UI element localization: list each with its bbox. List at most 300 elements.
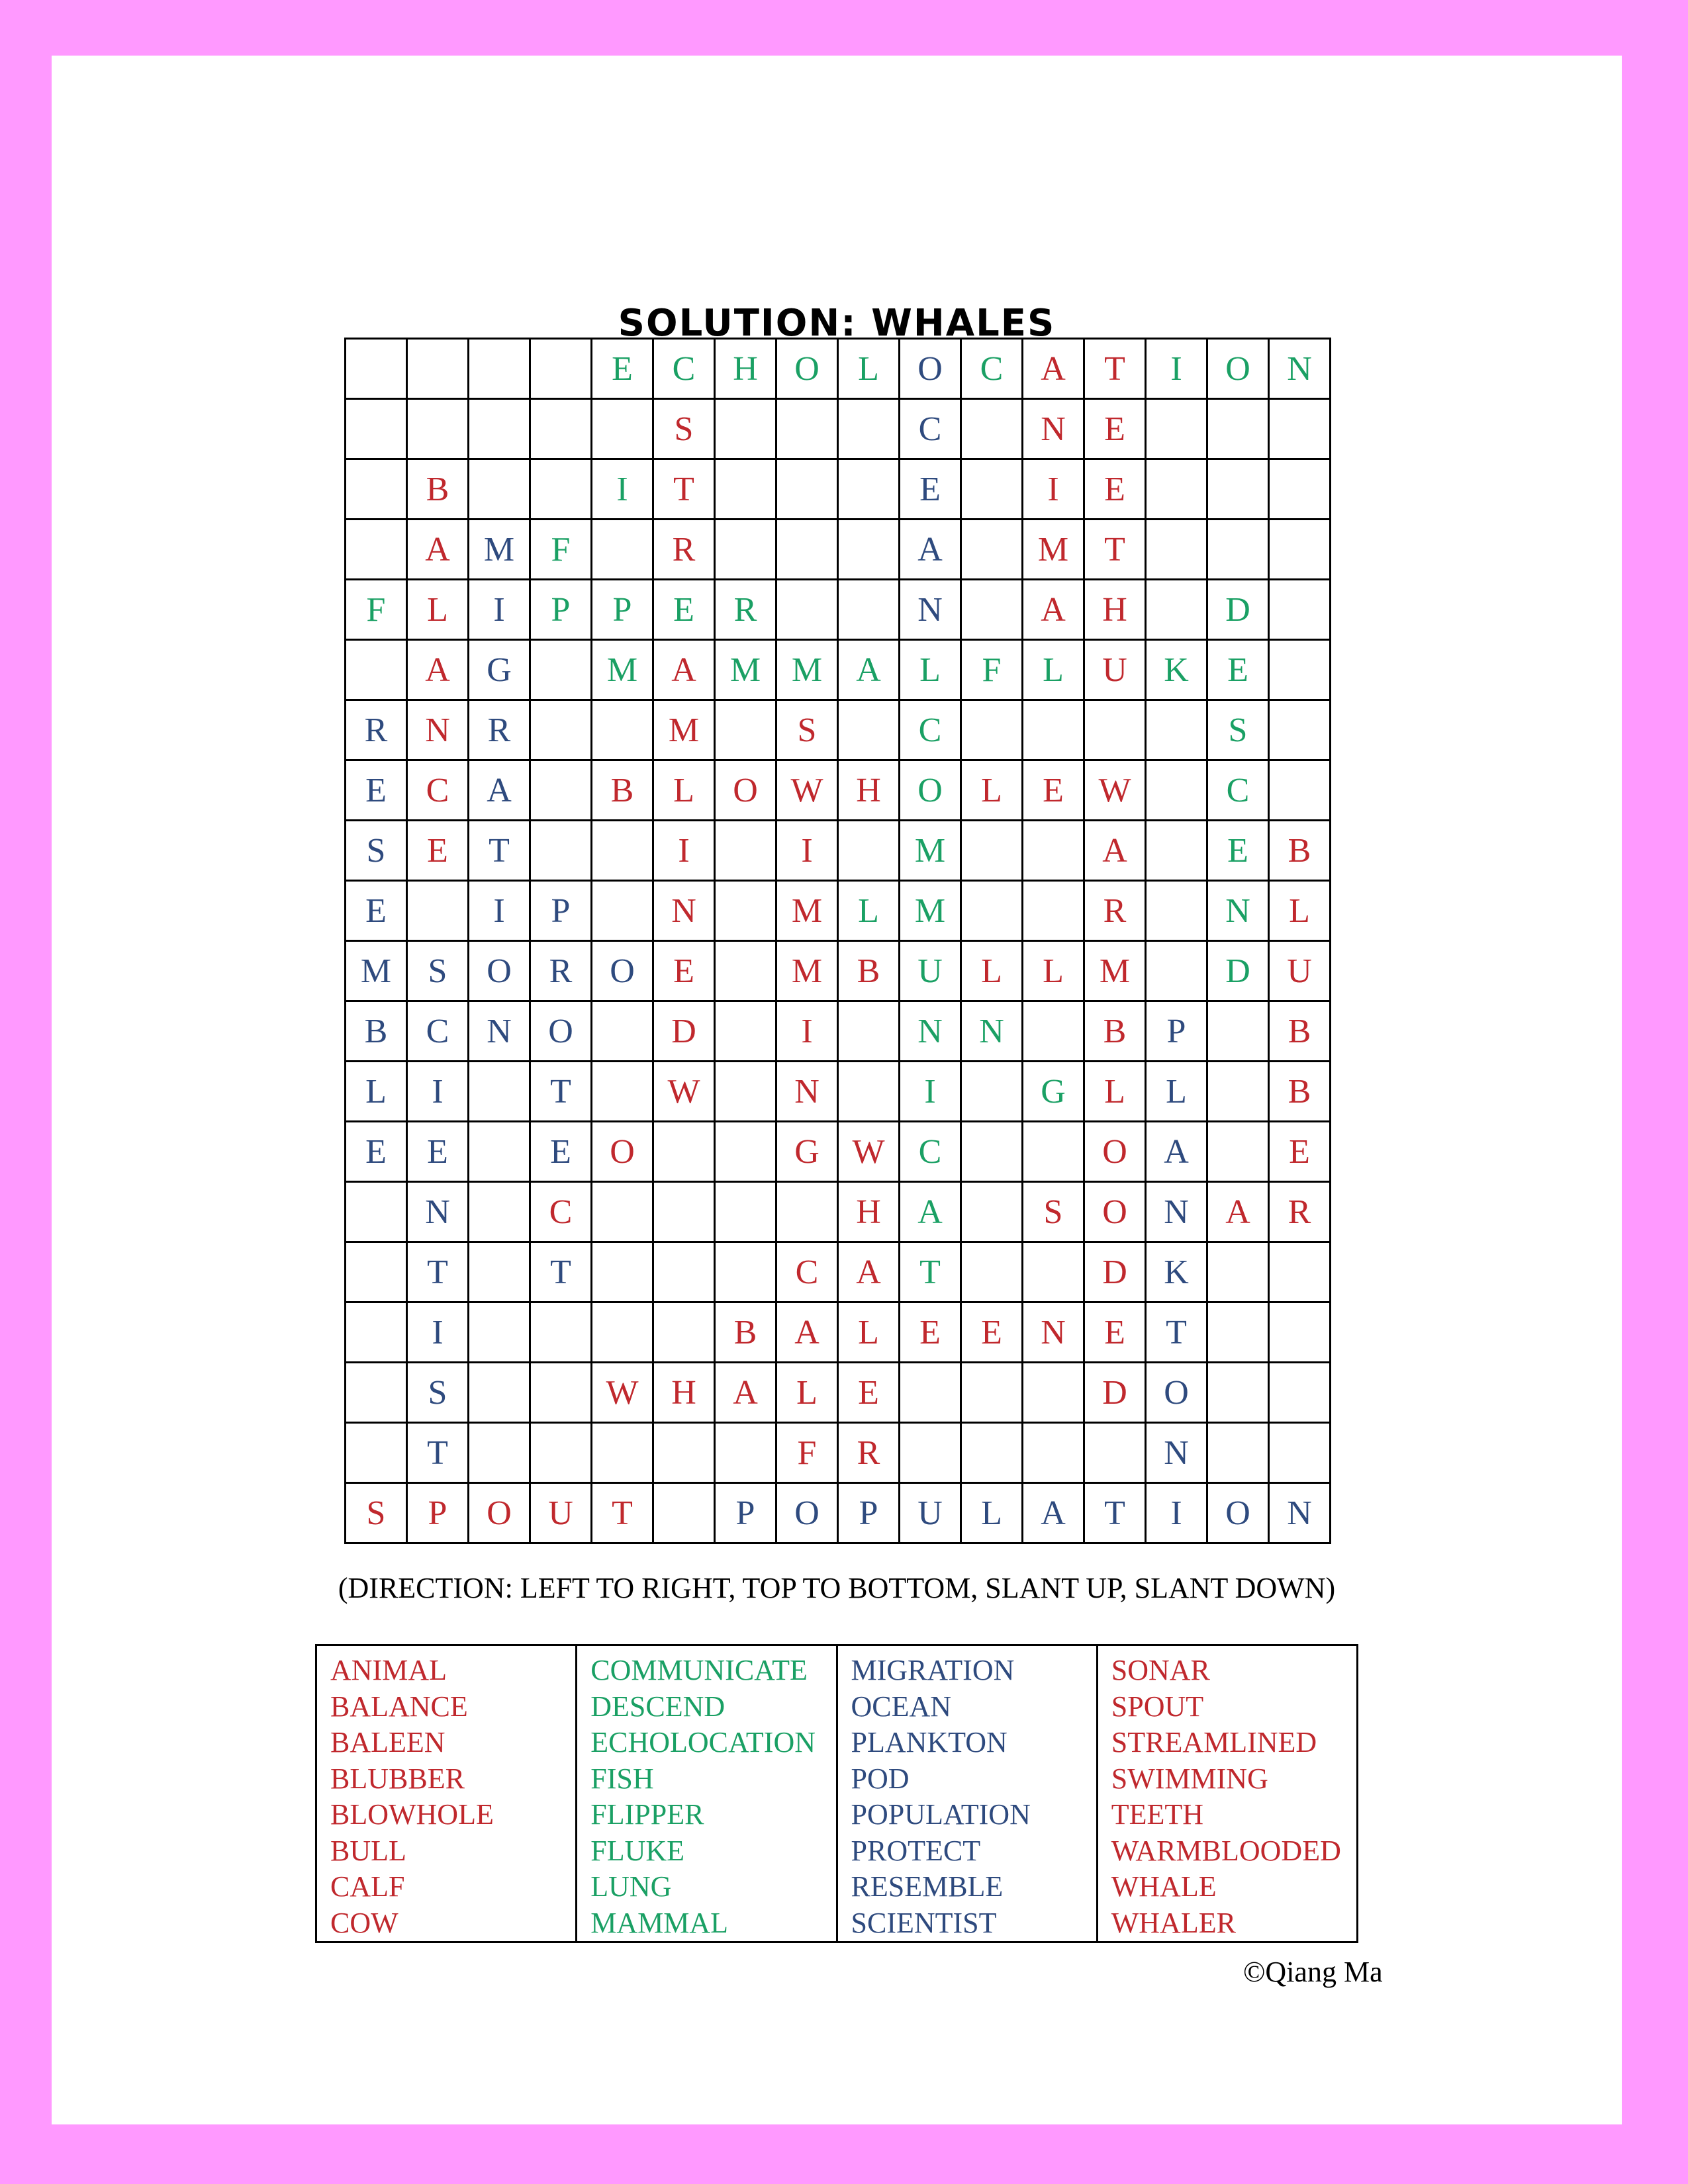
grid-cell: O (900, 760, 961, 821)
grid-cell (1146, 760, 1207, 821)
grid-cell (1023, 1363, 1084, 1423)
grid-cell (1023, 700, 1084, 760)
grid-cell: O (530, 1001, 592, 1062)
grid-cell (1023, 821, 1084, 881)
grid-cell: W (1084, 760, 1146, 821)
grid-cell (469, 459, 530, 520)
grid-cell (961, 700, 1023, 760)
grid-cell (346, 1182, 407, 1242)
grid-cell (776, 520, 838, 580)
grid-cell: A (1084, 821, 1146, 881)
grid-cell (469, 1062, 530, 1122)
grid-cell (1269, 399, 1331, 459)
grid-cell (346, 1242, 407, 1302)
grid-row (346, 941, 1331, 1001)
grid-cell: D (1084, 1242, 1146, 1302)
grid-cell: O (1084, 1182, 1146, 1242)
grid-cell: N (1146, 1182, 1207, 1242)
grid-cell: E (592, 339, 653, 399)
grid-cell: C (900, 700, 961, 760)
grid-cell (407, 881, 469, 941)
grid-cell (469, 1122, 530, 1182)
grid-cell: E (407, 1122, 469, 1182)
grid-cell (346, 1423, 407, 1483)
grid-cell (1269, 700, 1331, 760)
grid-cell: G (776, 1122, 838, 1182)
grid-cell (1207, 1302, 1269, 1363)
page-title: SOLUTION: WHALES (618, 302, 1056, 345)
grid-cell: A (1023, 1483, 1084, 1543)
grid-row (346, 580, 1331, 640)
grid-cell (1146, 459, 1207, 520)
grid-cell (592, 1001, 653, 1062)
grid-cell: M (469, 520, 530, 580)
grid-cell: O (715, 760, 776, 821)
grid-cell (592, 1302, 653, 1363)
grid-cell (715, 821, 776, 881)
grid-cell (961, 881, 1023, 941)
grid-cell: R (530, 941, 592, 1001)
grid-cell: G (1023, 1062, 1084, 1122)
grid-cell: P (715, 1483, 776, 1543)
grid-cell: A (900, 1182, 961, 1242)
word-list-item: POD (851, 1762, 910, 1795)
grid-cell (715, 459, 776, 520)
grid-cell: I (407, 1302, 469, 1363)
word-list-item: WHALER (1111, 1906, 1236, 1939)
grid-cell: E (900, 1302, 961, 1363)
grid-cell: S (1023, 1182, 1084, 1242)
grid-cell: N (407, 700, 469, 760)
grid-cell: A (1207, 1182, 1269, 1242)
word-list-item: WHALE (1111, 1870, 1217, 1903)
word-list-item: COMMUNICATE (590, 1654, 808, 1686)
grid-cell: I (1146, 1483, 1207, 1543)
grid-cell (715, 1062, 776, 1122)
word-list-table (315, 1644, 1358, 1943)
grid-cell: O (592, 941, 653, 1001)
word-list-item: ANIMAL (330, 1654, 447, 1686)
grid-cell: L (838, 339, 900, 399)
grid-cell: L (1146, 1062, 1207, 1122)
grid-cell (715, 700, 776, 760)
grid-row (346, 640, 1331, 700)
grid-cell (1269, 640, 1331, 700)
grid-cell: T (530, 1062, 592, 1122)
grid-cell: L (1269, 881, 1331, 941)
grid-cell: O (776, 339, 838, 399)
grid-cell: E (1269, 1122, 1331, 1182)
word-list-item: BLOWHOLE (330, 1798, 494, 1831)
grid-cell (961, 1423, 1023, 1483)
grid-cell: N (469, 1001, 530, 1062)
grid-cell: B (1269, 1001, 1331, 1062)
grid-cell (469, 1242, 530, 1302)
grid-cell (838, 1062, 900, 1122)
grid-cell: L (961, 941, 1023, 1001)
grid-cell (715, 1242, 776, 1302)
grid-cell (653, 1423, 715, 1483)
grid-cell (1207, 1001, 1269, 1062)
grid-cell: M (1023, 520, 1084, 580)
grid-cell: N (961, 1001, 1023, 1062)
grid-cell (407, 339, 469, 399)
grid-cell (1207, 399, 1269, 459)
word-list-item: ECHOLOCATION (590, 1726, 816, 1758)
word-list-item: CALF (330, 1870, 405, 1903)
grid-cell: P (407, 1483, 469, 1543)
grid-cell: S (1207, 700, 1269, 760)
grid-cell (653, 1122, 715, 1182)
grid-cell: A (1023, 339, 1084, 399)
grid-cell (469, 1423, 530, 1483)
word-list-item: TEETH (1111, 1798, 1204, 1831)
grid-cell (592, 1423, 653, 1483)
grid-cell: M (900, 821, 961, 881)
grid-cell: A (900, 520, 961, 580)
grid-cell: I (592, 459, 653, 520)
grid-cell (346, 640, 407, 700)
grid-cell: I (776, 821, 838, 881)
grid-cell (1207, 459, 1269, 520)
grid-cell: P (838, 1483, 900, 1543)
grid-cell: S (653, 399, 715, 459)
grid-row (346, 821, 1331, 881)
grid-cell: P (592, 580, 653, 640)
grid-cell: E (1084, 399, 1146, 459)
grid-cell: I (1023, 459, 1084, 520)
grid-cell (961, 520, 1023, 580)
grid-cell (838, 1001, 900, 1062)
grid-cell: N (1146, 1423, 1207, 1483)
grid-cell (776, 459, 838, 520)
grid-cell: C (653, 339, 715, 399)
grid-cell: L (900, 640, 961, 700)
grid-cell: E (900, 459, 961, 520)
grid-cell: H (838, 760, 900, 821)
grid-cell: N (1023, 399, 1084, 459)
grid-cell (715, 399, 776, 459)
copyright-notice: ©Qiang Ma (1243, 1956, 1383, 1988)
grid-row (346, 881, 1331, 941)
grid-cell: F (776, 1423, 838, 1483)
grid-cell: H (715, 339, 776, 399)
grid-cell (592, 1062, 653, 1122)
grid-cell (961, 1182, 1023, 1242)
grid-cell: M (592, 640, 653, 700)
grid-cell: O (469, 1483, 530, 1543)
word-list-item: OCEAN (851, 1690, 952, 1723)
grid-cell (1207, 1242, 1269, 1302)
grid-cell (530, 399, 592, 459)
grid-cell (346, 459, 407, 520)
word-list-item: WARMBLOODED (1111, 1834, 1341, 1867)
grid-row (346, 1302, 1331, 1363)
word-list-item: BULL (330, 1834, 406, 1867)
word-search-grid (344, 338, 1331, 1544)
grid-cell: C (900, 399, 961, 459)
grid-cell (1146, 520, 1207, 580)
grid-cell: I (653, 821, 715, 881)
grid-cell (1269, 1423, 1331, 1483)
grid-cell: M (776, 941, 838, 1001)
grid-cell: E (1207, 821, 1269, 881)
grid-cell (1084, 700, 1146, 760)
grid-cell: T (592, 1483, 653, 1543)
grid-cell: M (653, 700, 715, 760)
grid-cell: L (838, 881, 900, 941)
grid-cell (530, 1363, 592, 1423)
grid-cell: R (346, 700, 407, 760)
word-list-item: STREAMLINED (1111, 1726, 1317, 1758)
grid-cell: D (1207, 941, 1269, 1001)
word-list-item: MIGRATION (851, 1654, 1015, 1686)
grid-cell: G (469, 640, 530, 700)
grid-cell: A (776, 1302, 838, 1363)
grid-cell (961, 821, 1023, 881)
grid-cell (530, 339, 592, 399)
grid-cell: M (346, 941, 407, 1001)
grid-cell (1207, 1062, 1269, 1122)
grid-cell (961, 459, 1023, 520)
grid-row (346, 1001, 1331, 1062)
word-list-item: PROTECT (851, 1834, 981, 1867)
grid-cell: B (838, 941, 900, 1001)
grid-cell (715, 520, 776, 580)
grid-cell: A (407, 640, 469, 700)
grid-cell: C (530, 1182, 592, 1242)
grid-cell (1207, 1363, 1269, 1423)
grid-cell: B (1269, 1062, 1331, 1122)
grid-cell (1269, 520, 1331, 580)
grid-cell: F (346, 580, 407, 640)
grid-cell: C (407, 760, 469, 821)
grid-cell: C (900, 1122, 961, 1182)
word-column (316, 1645, 577, 1942)
grid-row (346, 1062, 1331, 1122)
grid-cell: A (407, 520, 469, 580)
grid-cell (1269, 459, 1331, 520)
grid-cell (1269, 760, 1331, 821)
grid-cell: N (900, 580, 961, 640)
grid-cell (592, 1242, 653, 1302)
grid-cell: N (900, 1001, 961, 1062)
grid-cell (469, 1182, 530, 1242)
grid-row (346, 1182, 1331, 1242)
grid-cell: R (715, 580, 776, 640)
grid-cell (653, 1242, 715, 1302)
grid-cell: O (592, 1122, 653, 1182)
grid-cell: S (346, 821, 407, 881)
grid-cell: C (1207, 760, 1269, 821)
grid-cell: T (1084, 1483, 1146, 1543)
word-column (1097, 1645, 1357, 1942)
grid-cell (1269, 1242, 1331, 1302)
grid-row (346, 700, 1331, 760)
grid-cell (1023, 1423, 1084, 1483)
grid-cell (838, 459, 900, 520)
grid-row (346, 459, 1331, 520)
grid-cell (592, 821, 653, 881)
grid-cell (838, 821, 900, 881)
word-list-item: LUNG (590, 1870, 672, 1903)
grid-cell (715, 881, 776, 941)
grid-cell: H (1084, 580, 1146, 640)
grid-cell: R (653, 520, 715, 580)
word-list-item: DESCEND (590, 1690, 726, 1723)
grid-cell (961, 1363, 1023, 1423)
grid-cell (715, 1423, 776, 1483)
grid-cell (530, 700, 592, 760)
grid-cell (469, 1363, 530, 1423)
grid-cell (592, 399, 653, 459)
grid-cell: P (1146, 1001, 1207, 1062)
grid-cell: C (776, 1242, 838, 1302)
grid-cell: E (1023, 760, 1084, 821)
grid-cell: E (346, 760, 407, 821)
grid-cell: S (407, 941, 469, 1001)
grid-cell: T (407, 1423, 469, 1483)
grid-cell (1146, 881, 1207, 941)
grid-cell: M (776, 881, 838, 941)
grid-cell: A (1023, 580, 1084, 640)
grid-cell (346, 1302, 407, 1363)
grid-cell: B (715, 1302, 776, 1363)
grid-cell: T (530, 1242, 592, 1302)
grid-cell (653, 1483, 715, 1543)
grid-cell: N (1269, 339, 1331, 399)
grid-cell: R (1084, 881, 1146, 941)
grid-cell: U (900, 941, 961, 1001)
grid-cell (1023, 1242, 1084, 1302)
grid-cell: L (1023, 941, 1084, 1001)
grid-row (346, 1423, 1331, 1483)
grid-cell: A (715, 1363, 776, 1423)
grid-cell (961, 1122, 1023, 1182)
grid-cell (1269, 580, 1331, 640)
grid-cell (961, 1062, 1023, 1122)
grid-cell (776, 399, 838, 459)
grid-cell (1207, 520, 1269, 580)
word-list-item: PLANKTON (851, 1726, 1008, 1758)
grid-cell: P (530, 881, 592, 941)
grid-cell: W (776, 760, 838, 821)
grid-cell (592, 700, 653, 760)
grid-cell: O (776, 1483, 838, 1543)
word-list-item: SPOUT (1111, 1690, 1204, 1723)
grid-cell (407, 399, 469, 459)
grid-cell (653, 1182, 715, 1242)
grid-cell: I (469, 580, 530, 640)
grid-cell: W (592, 1363, 653, 1423)
grid-cell: O (1207, 1483, 1269, 1543)
grid-cell: L (776, 1363, 838, 1423)
grid-cell: D (1207, 580, 1269, 640)
grid-cell: T (900, 1242, 961, 1302)
grid-cell: B (1084, 1001, 1146, 1062)
grid-row (346, 399, 1331, 459)
grid-cell (346, 339, 407, 399)
grid-cell: U (1269, 941, 1331, 1001)
grid-cell: E (1207, 640, 1269, 700)
grid-cell: B (407, 459, 469, 520)
grid-cell (1269, 1363, 1331, 1423)
grid-cell: T (1146, 1302, 1207, 1363)
grid-cell: E (838, 1363, 900, 1423)
word-list-item: MAMMAL (590, 1906, 729, 1939)
grid-cell: M (1084, 941, 1146, 1001)
grid-cell: M (900, 881, 961, 941)
grid-cell (530, 640, 592, 700)
grid-cell: E (530, 1122, 592, 1182)
grid-cell (1146, 580, 1207, 640)
grid-cell: M (776, 640, 838, 700)
grid-cell (900, 1363, 961, 1423)
grid-cell (1146, 821, 1207, 881)
grid-row (346, 339, 1331, 399)
word-column (577, 1645, 837, 1942)
grid-cell (900, 1423, 961, 1483)
grid-cell: O (1146, 1363, 1207, 1423)
grid-cell: N (1023, 1302, 1084, 1363)
grid-cell (530, 821, 592, 881)
grid-cell (653, 1302, 715, 1363)
grid-cell: E (653, 941, 715, 1001)
grid-cell (1207, 1122, 1269, 1182)
grid-cell: N (407, 1182, 469, 1242)
grid-cell: B (346, 1001, 407, 1062)
word-list-item: BALEEN (330, 1726, 445, 1758)
grid-cell (469, 399, 530, 459)
grid-row (346, 760, 1331, 821)
grid-cell (1146, 700, 1207, 760)
grid-cell (1023, 1122, 1084, 1182)
grid-cell: I (469, 881, 530, 941)
grid-cell: H (838, 1182, 900, 1242)
grid-cell (1207, 1423, 1269, 1483)
grid-row (346, 1363, 1331, 1423)
grid-cell: N (653, 881, 715, 941)
grid-row (346, 1122, 1331, 1182)
grid-cell: T (1084, 339, 1146, 399)
grid-cell (776, 1182, 838, 1242)
grid-cell: R (469, 700, 530, 760)
grid-cell: O (1084, 1122, 1146, 1182)
grid-cell (469, 339, 530, 399)
grid-cell: T (653, 459, 715, 520)
grid-cell (346, 1363, 407, 1423)
grid-cell: C (961, 339, 1023, 399)
grid-cell (592, 881, 653, 941)
grid-cell: N (1207, 881, 1269, 941)
grid-cell: I (407, 1062, 469, 1122)
word-list-item: COW (330, 1906, 399, 1939)
grid-cell (961, 1242, 1023, 1302)
grid-cell (715, 1182, 776, 1242)
grid-cell (838, 580, 900, 640)
word-list-item: SONAR (1111, 1654, 1210, 1686)
grid-cell (715, 1122, 776, 1182)
grid-cell: L (961, 1483, 1023, 1543)
grid-cell: U (530, 1483, 592, 1543)
grid-cell: S (776, 700, 838, 760)
grid-cell: T (1084, 520, 1146, 580)
word-list-item: BALANCE (330, 1690, 468, 1723)
grid-cell (530, 1423, 592, 1483)
grid-cell (961, 399, 1023, 459)
grid-cell: N (1269, 1483, 1331, 1543)
grid-cell: L (407, 580, 469, 640)
